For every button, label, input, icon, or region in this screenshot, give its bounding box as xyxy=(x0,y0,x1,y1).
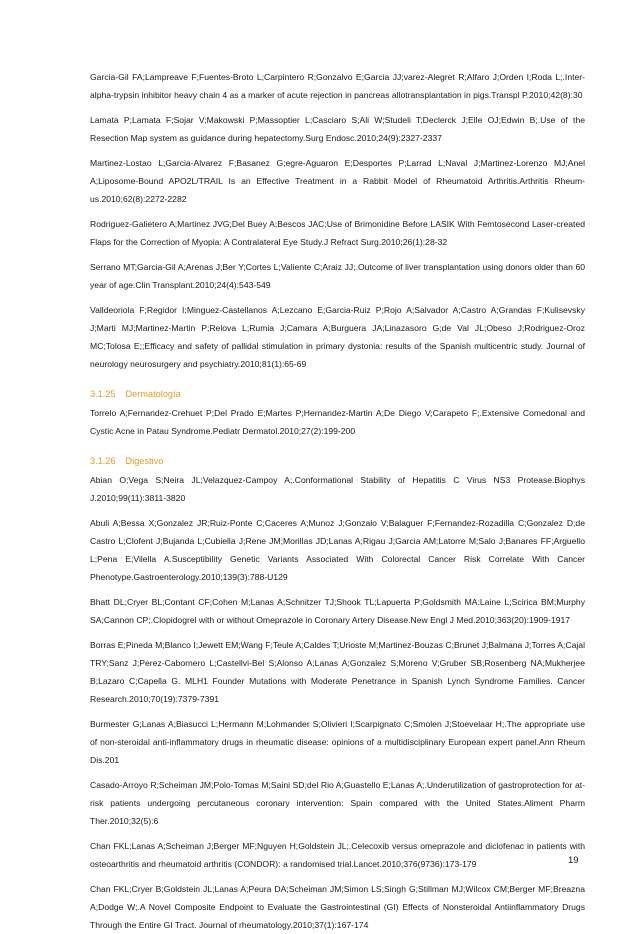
reference-entry: Borras E;Pineda M;Blanco I;Jewett EM;Wang F;Teule A;Caldes T;Urioste M;Martinez-Bouzas C;Brunet J;Balmana J;Torres A;Cajal TRY;Sanz J;Perez-Cabornero L;Castellvi-Bel S;Alonso A;Lanas A;Gonzalez S;Moreno V;Gruber SB;Rosenberg NA;Mukherjee B;Lazaro C;Capella G. MLH1 Founder Mutations with Moderate Penetrance in Spanish Lynch Syndrome Families. Cancer Research.2010;70(19):7379-7391 xyxy=(90,640,585,704)
reference-entry: Valldeoriola F;Regidor I;Minguez-Castellanos A;Lezcano E;Garcia-Ruiz P;Rojo A;Salvador A;Castro A;Grandas F;Kulisevsky J;Marti MJ;Martinez-Martin P;Relova L;Rumia J;Camara A;Burguera JA;Linazasoro G;de Val JL;Obeso J;Rodriguez-Oroz MC;Tolosa E;;Efficacy and safety of pallidal stimulation in primary dystonia: results of the Spanish multicentric study. Journal of neurology neurosurgery and psychiatry.2010;81(1):65-69 xyxy=(90,305,585,369)
reference-entry: Burmester G;Lanas A;Biasucci L;Hermann M;Lohmander S;Olivieri I;Scarpignato C;Smolen J;Stoevelaar H;.The appropriate use of non-steroidal anti-inflammatory drugs in rheumatic disease: opinions of a multidisciplinary European expert panel.Ann Rheum Dis.201 xyxy=(90,719,585,765)
reference-entry: Bhatt DL;Cryer BL;Contant CF;Cohen M;Lanas A;Schnitzer TJ;Shook TL;Lapuerta P;Goldsmith MA:Laine L;Scirica BM;Murphy SA;Cannon CP;.Clopidogrel with or without Omeprazole in Coronary Artery Disease.New Engl J Med.2010;363(20):1909-1917 xyxy=(90,597,585,625)
reference-entry: Abuli A;Bessa X;Gonzalez JR;Ruiz-Ponte C;Caceres A;Munoz J;Gonzalo V;Balaguer F;Fernandez-Rozadilla C;Gonzalez D;de Castro L;Clofent J;Bujanda L;Cubiella J;Rene JM;Morillas JD;Lanas A;Rigau J;Garcia AM;Latorre M;Salo J;Banares FF;Arguello L;Pena E;Vilella A.Susceptibility Genetic Variants Associated With Colorectal Cancer Risk Correlate With Cancer Phenotype.Gastroenterology.2010;139(3):788-U129 xyxy=(90,518,585,582)
section-title-text: Dermatología xyxy=(125,389,181,399)
page-number: 19 xyxy=(568,855,579,866)
section-title-text: Digestivo xyxy=(125,456,164,466)
reference-group-general xyxy=(90,68,585,373)
reference-entry: Casado-Arroyo R;Scheiman JM;Polo-Tomas M;Saini SD;del Rio A;Guastello E;Lanas A;.Underutilization of gastroprotection for at-risk patients undergoing percutaneous coronary intervention: Spain compared with the United States.Aliment Pharm Ther.2010;32(5):6 xyxy=(90,780,585,826)
reference-entry: Abian O;Vega S;Neira JL;Velazquez-Campoy A;.Conformational Stability of Hepatitis C Virus NS3 Protease.Biophys J.2010;99(11):3811-3820 xyxy=(90,475,585,503)
reference-group-digestivo xyxy=(90,471,585,934)
section-number: 3.1.25 xyxy=(90,389,116,399)
section-heading-dermatologia xyxy=(90,387,585,401)
reference-group-dermatologia xyxy=(90,404,585,440)
reference-entry: Garcia-Gil FA;Lampreave F;Fuentes-Broto L;Carpintero R;Gonzalvo E;Garcia JJ;varez-Alegret R;Alfaro J;Orden I;Roda L;.Inter-alpha-trypsin inhibitor heavy chain 4 as a marker of acute rejection in pancreas allotransplantation in pigs.Transpl P.2010;42(8):30 xyxy=(90,72,585,100)
reference-entry: Torrelo A;Fernandez-Crehuet P;Del Prado E;Martes P;Hernandez-Martin A;De Diego V;Carapeto F;.Extensive Comedonal and Cystic Acne in Patau Syndrome.Pediatr Dermatol.2010;27(2):199-200 xyxy=(90,408,585,436)
reference-entry: Chan FKL;Lanas A;Scheiman J;Berger MF;Nguyen H;Goldstein JL;.Celecoxib versus omeprazole and diclofenac in patients with osteoarthritis and rheumatoid arthritis (CONDOR): a randomised trial.Lancet.2010;376(9736):173-179 xyxy=(90,841,585,869)
reference-entry: Serrano MT;Garcia-Gil A;Arenas J;Ber Y;Cortes L;Valiente C;Araiz JJ;.Outcome of liver transplantation using donors older than 60 year of age.Clin Transplant.2010;24(4):543-549 xyxy=(90,262,585,290)
reference-entry: Lamata P;Lamata F;Sojar V;Makowski P;Massoptier L;Casciaro S;Ali W;Studeli T;Declerck J;Elle OJ;Edwin B;.Use of the Resection Map system as guidance during hepatectomy.Surg Endosc.2010;24(9):2327-2337 xyxy=(90,115,585,143)
section-heading-digestivo xyxy=(90,454,585,468)
reference-entry: Martinez-Lostao L;Garcia-Alvarez F;Basanez G;egre-Aguaron E;Desportes P;Larrad L;Naval J;Martinez-Lorenzo MJ;Anel A;Liposome-Bound APO2L/TRAIL Is an Effective Treatment in a Rabbit Model of Rheumatoid Arthritis.Arthritis Rheum-us.2010;62(8):2272-2282 xyxy=(90,158,585,204)
reference-entry: Rodriguez-Galietero A;Martinez JVG;Del Buey A;Bescos JAC;Use of Brimonidine Before LASIK With Femtosecond Laser-created Flaps for the Correction of Myopia: A Contralateral Eye Study.J Refract Surg.2010;26(1):28-32 xyxy=(90,219,585,247)
reference-entry: Chan FKL;Cryer B;Goldstein JL;Lanas A;Peura DA;Scheiman JM;Simon LS;Singh G;Stillman MJ;Wilcox CM;Berger MF;Breazna A;Dodge W;.A Novel Composite Endpoint to Evaluate the Gastrointestinal (GI) Effects of Nonsteroidal Antiinflammatory Drugs Through the Entire GI Tract. Journal of rheumatology.2010;37(1):167-174 xyxy=(90,884,585,930)
section-number: 3.1.26 xyxy=(90,456,116,466)
